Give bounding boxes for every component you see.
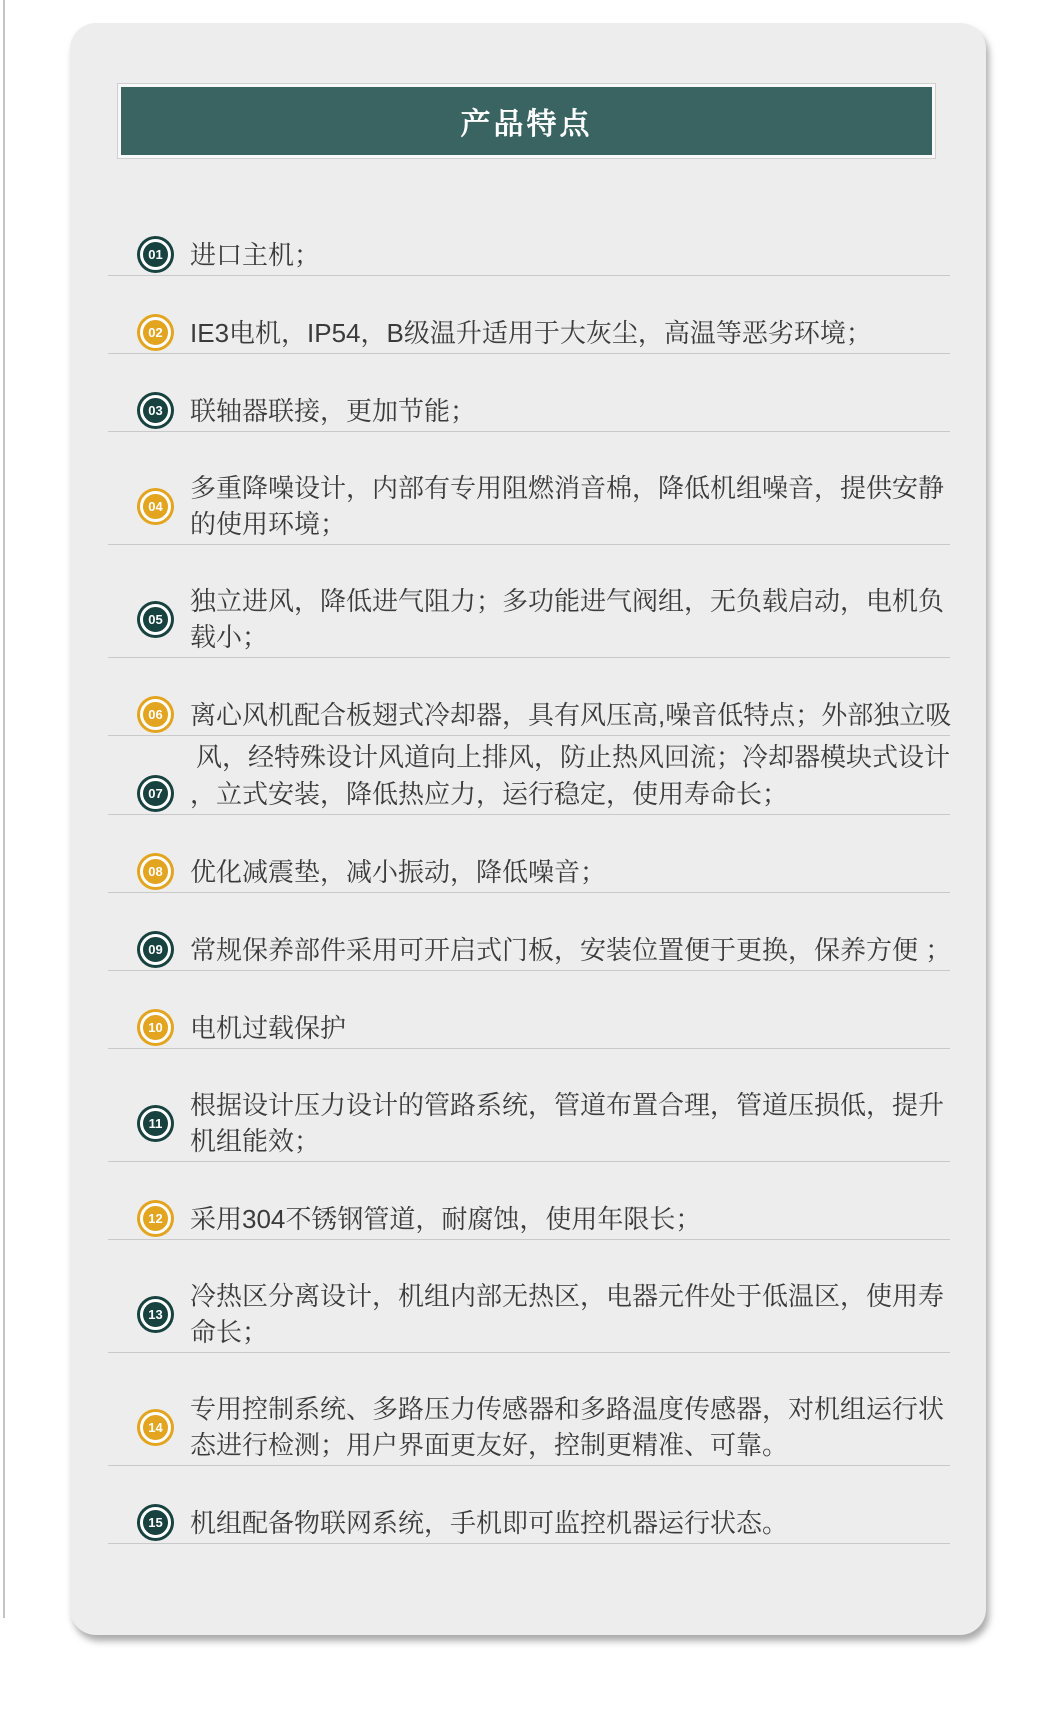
header-banner xyxy=(118,84,935,158)
feature-number: 04 xyxy=(148,498,163,514)
feature-text xyxy=(190,1201,701,1237)
feature-line: 联轴器联接，更加节能； xyxy=(190,395,477,426)
feature-number-badge xyxy=(140,1108,171,1139)
feature-line: 常规保养部件采用可开启式门板，安装位置便于更换，保养方便 ； xyxy=(190,934,952,965)
feature-text xyxy=(190,315,872,351)
feature-number: 05 xyxy=(148,611,163,627)
feature-line: 多重降噪设计，内部有专用阻燃消音棉，降低机组噪音，提供安静 xyxy=(190,473,945,503)
feature-line: 电机过载保护 xyxy=(190,1012,347,1043)
feature-item xyxy=(108,583,950,655)
feature-text xyxy=(190,1391,944,1463)
separator xyxy=(108,892,950,893)
feature-number-badge xyxy=(140,1203,171,1234)
feature-number: 15 xyxy=(148,1515,163,1530)
feature-item xyxy=(108,1391,950,1463)
feature-number: 12 xyxy=(148,1211,163,1226)
feature-number-badge xyxy=(140,317,171,348)
feature-number-badge xyxy=(140,491,171,522)
feature-number: 06 xyxy=(148,707,163,722)
feature-line: 态进行检测；用户界面更友好，控制更精准、可靠。 xyxy=(190,1430,789,1460)
separator xyxy=(108,1465,950,1466)
separator xyxy=(108,544,950,545)
feature-item xyxy=(108,236,950,273)
feature-line: 进口主机； xyxy=(190,239,321,270)
feature-text xyxy=(190,776,788,812)
feature-number-badge xyxy=(140,604,171,635)
feature-number: 01 xyxy=(148,247,163,262)
feature-number-badge xyxy=(140,699,171,730)
feature-number-badge xyxy=(140,1012,171,1043)
feature-line: IE3电机，IP54，B级温升适用于大灰尘，高温等恶劣环境； xyxy=(190,317,872,348)
feature-number-badge xyxy=(140,1507,171,1538)
feature-text xyxy=(190,1087,944,1159)
feature-line: 独立进风，降低进气阻力；多功能进气阀组，无负载启动，电机负 xyxy=(190,586,945,616)
separator xyxy=(108,1048,950,1049)
feature-item xyxy=(108,1009,950,1046)
separator xyxy=(108,970,950,971)
feature-line: 机组能效； xyxy=(190,1126,321,1156)
feature-number-badge xyxy=(140,1412,171,1443)
feature-text xyxy=(190,1505,788,1541)
separator xyxy=(108,657,950,658)
separator xyxy=(108,275,950,276)
separator xyxy=(108,1161,950,1162)
feature-text xyxy=(190,237,320,273)
feature-line: 优化减震垫，减小振动，降低噪音； xyxy=(190,856,607,887)
feature-number: 13 xyxy=(148,1306,163,1322)
page-left-border xyxy=(3,0,5,1618)
feature-number-badge xyxy=(140,856,171,887)
feature-number: 07 xyxy=(148,786,163,801)
feature-number: 09 xyxy=(148,942,163,957)
feature-number-badge xyxy=(140,239,171,270)
feature-text xyxy=(190,1278,944,1350)
feature-item xyxy=(108,1200,950,1237)
page-title: 产品特点 xyxy=(460,108,593,141)
feature-line: 专用控制系统、多路压力传感器和多路温度传感器，对机组运行状 xyxy=(190,1394,945,1424)
separator xyxy=(108,814,950,815)
feature-number-badge xyxy=(140,934,171,965)
feature-text xyxy=(190,393,476,429)
feature-text xyxy=(190,470,944,542)
feature-line: 冷热区分离设计，机组内部无热区，电器元件处于低温区，使用寿 xyxy=(190,1281,945,1311)
separator xyxy=(108,1352,950,1353)
feature-text xyxy=(190,583,944,655)
feature-item xyxy=(108,392,950,429)
feature-item xyxy=(108,1504,950,1541)
feature-item xyxy=(108,931,950,968)
feature-number: 10 xyxy=(148,1020,163,1035)
feature-line: 离心风机配合板翅式冷却器，具有风压高,噪音低特点；外部独立吸 xyxy=(190,699,952,730)
content-card xyxy=(70,23,986,1635)
feature-line: 机组配备物联网系统，手机即可监控机器运行状态。 xyxy=(190,1507,789,1538)
feature-number: 02 xyxy=(148,325,163,340)
separator xyxy=(108,1239,950,1240)
feature-item xyxy=(108,1278,950,1350)
feature-number-badge xyxy=(140,1299,171,1330)
continuation-line: 风，经特殊设计风道向上排风，防止热风回流；冷却器模块式设计 xyxy=(196,742,951,772)
feature-list xyxy=(108,158,950,1544)
feature-line: 的使用环境； xyxy=(190,509,347,539)
feature-number: 08 xyxy=(148,864,163,879)
feature-number: 11 xyxy=(148,1115,163,1131)
feature-item xyxy=(108,1087,950,1159)
feature-item xyxy=(108,314,950,351)
feature-line: ，立式安装，降低热应力，运行稳定，使用寿命长； xyxy=(190,778,789,809)
separator xyxy=(108,1543,950,1544)
feature-item xyxy=(108,853,950,890)
feature-number-badge xyxy=(140,395,171,426)
feature-item xyxy=(108,470,950,542)
feature-line: 载小； xyxy=(190,622,269,652)
separator xyxy=(108,735,950,736)
feature-text xyxy=(190,932,951,968)
feature-number: 03 xyxy=(148,403,163,418)
feature-text xyxy=(190,1010,346,1046)
feature-number-badge xyxy=(140,778,171,809)
separator xyxy=(108,431,950,432)
feature-text xyxy=(190,697,951,733)
feature-line: 命长； xyxy=(190,1317,269,1347)
feature-text xyxy=(190,854,606,890)
feature-line: 根据设计压力设计的管路系统，管道布置合理，管道压损低，提升 xyxy=(190,1090,945,1120)
separator xyxy=(108,353,950,354)
feature-line: 采用304不锈钢管道，耐腐蚀，使用年限长； xyxy=(190,1203,702,1234)
feature-number: 14 xyxy=(148,1419,163,1435)
feature-item xyxy=(108,775,950,812)
feature-item xyxy=(108,696,950,733)
